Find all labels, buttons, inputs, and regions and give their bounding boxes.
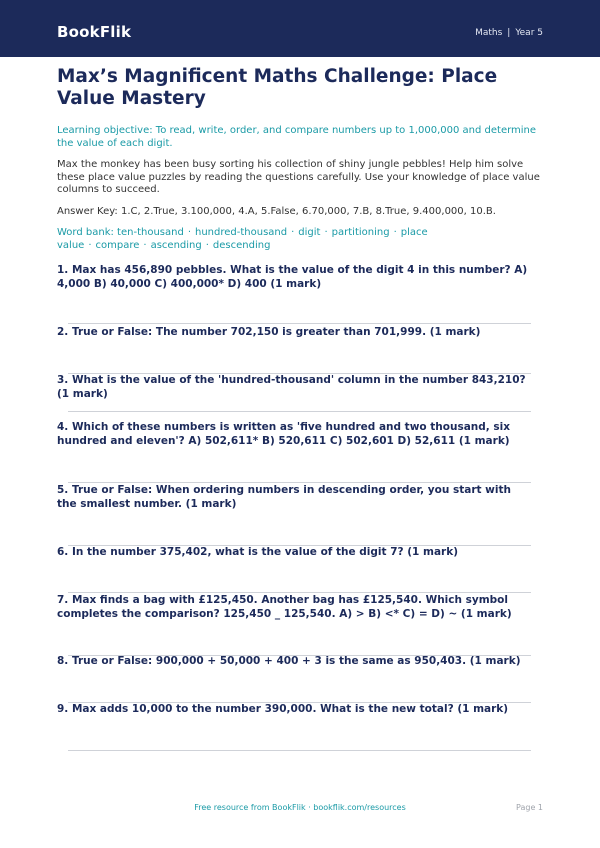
word-bank <box>57 227 541 252</box>
word-bank-separator: · <box>88 239 92 251</box>
intro-paragraph: Max the monkey has been busy sorting his collection of shiny jungle pebbles! Help him solve these place value puzzles by reading the questions carefully. Use your knowledge of place value columns to succeed. <box>57 159 540 195</box>
question-3: 3. What is the value of the 'hundred-thousand' column in the number 843,210? (1 mark) <box>57 374 526 400</box>
word-bank-separator: · <box>205 239 209 251</box>
question-9: 9. Max adds 10,000 to the number 390,000. What is the new total? (1 mark) <box>57 703 509 715</box>
footer-resource-link[interactable]: Free resource from BookFlik · bookflik.com/resources <box>194 803 406 812</box>
page-header <box>0 0 600 57</box>
answer-line <box>68 323 531 324</box>
word-bank-label: Word bank: <box>57 227 114 238</box>
word-bank-separator: · <box>324 227 328 238</box>
meta-separator: | <box>507 28 511 38</box>
question-8: 8. True or False: 900,000 + 50,000 + 400 + 3 is the same as 950,403. (1 mark) <box>57 655 521 667</box>
word-bank-term: partitioning <box>331 227 390 238</box>
word-bank-term: compare <box>95 239 140 251</box>
header-meta <box>475 27 543 39</box>
question-1: 1. Max has 456,890 pebbles. What is the value of the digit 4 in this number? A) 4,000 B) 40,000 C) 400,000* D) 400 (1 mark) <box>57 264 528 290</box>
question-4: 4. Which of these numbers is written as 'five hundred and two thousand, six hundred and eleven'? A) 502,611* B) 520,611 C) 502,601 D) 52,611 (1 mark) <box>57 421 511 447</box>
word-bank-separator: · <box>291 227 295 238</box>
word-bank-separator: · <box>393 227 397 238</box>
subject-label: Maths <box>475 28 503 38</box>
question-6: 6. In the number 375,402, what is the value of the digit 7? (1 mark) <box>57 546 458 558</box>
word-bank-separator: · <box>143 239 147 251</box>
answer-line <box>68 411 531 412</box>
word-bank-term: ascending <box>150 239 202 251</box>
word-bank-term: descending <box>212 239 271 251</box>
word-bank-term: digit <box>298 227 321 238</box>
word-bank-separator: · <box>187 227 191 238</box>
word-bank-term: place value <box>57 227 428 251</box>
question-2: 2. True or False: The number 702,150 is greater than 701,999. (1 mark) <box>57 326 481 338</box>
page-number: Page 1 <box>516 803 543 812</box>
word-bank-term: ten-thousand <box>117 227 184 238</box>
answer-line <box>68 750 531 751</box>
question-5: 5. True or False: When ordering numbers in descending order, you start with the smallest number. (1 mark) <box>57 484 511 510</box>
question-7: 7. Max finds a bag with £125,450. Another bag has £125,540. Which symbol completes the comparison? 125,450 _ 125,540. A) > B) <* C) = D) ~ (1 mark) <box>57 594 512 620</box>
year-label: Year 5 <box>515 28 543 38</box>
word-bank-term: hundred-thousand <box>195 227 288 238</box>
worksheet-intro <box>57 66 541 252</box>
learning-objective: Learning objective: To read, write, order, and compare numbers up to 1,000,000 and determine the value of each digit. <box>57 125 537 149</box>
answer-key: Answer Key: 1.C, 2.True, 3.100,000, 4.A, 5.False, 6.70,000, 7.B, 8.True, 9.400,000, 10.B. <box>57 205 496 217</box>
brand-logo[interactable]: BookFlik <box>57 23 132 41</box>
page-title: Max’s Magnificent Maths Challenge: Place Value Mastery <box>57 66 498 109</box>
